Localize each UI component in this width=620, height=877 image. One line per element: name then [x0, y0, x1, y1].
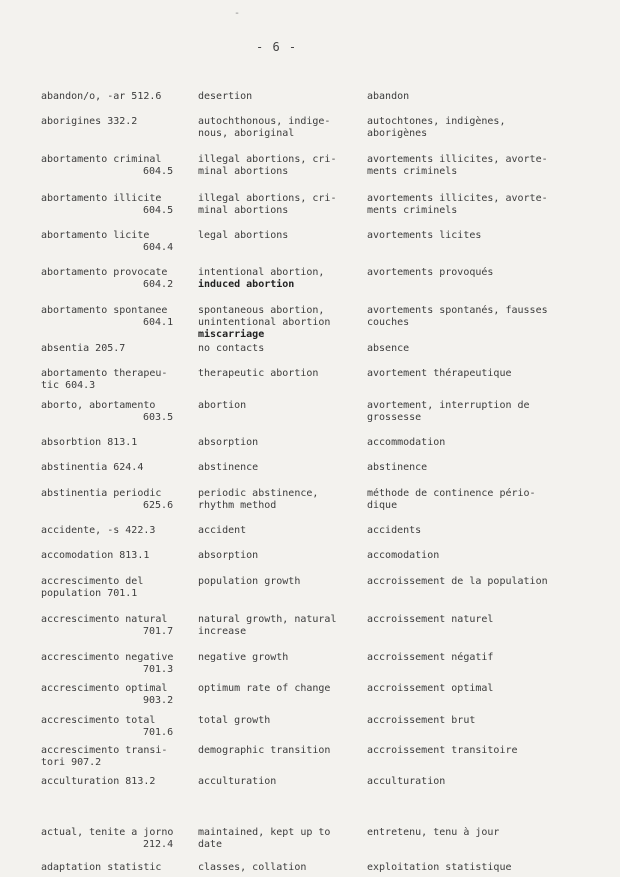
french-cell: [367, 576, 612, 588]
term-line: tic 604.3: [41, 380, 96, 391]
term-cell: [41, 305, 197, 329]
term-line: accrescimento negative: [41, 652, 174, 663]
term-line: adaptation statistic: [41, 862, 162, 873]
term-line: absorbtion 813.1: [41, 437, 138, 448]
english-line: absorption: [198, 437, 259, 448]
french-line: ments criminels: [367, 205, 458, 216]
english-line: therapeutic abortion: [198, 368, 319, 379]
term-line: population 701.1: [41, 588, 138, 599]
term-cell: [41, 193, 197, 217]
term-cell: [41, 776, 197, 788]
term-cell: [41, 400, 197, 424]
french-cell: [367, 116, 612, 140]
french-line: accroissement naturel: [367, 614, 494, 625]
french-line: accroissement négatif: [367, 652, 494, 663]
french-cell: [367, 488, 612, 512]
term-line: accrescimento natural: [41, 614, 168, 625]
term-line: 603.5: [143, 412, 174, 423]
term-line: abandon/o, -ar 512.6: [41, 91, 162, 102]
english-line: negative growth: [198, 652, 289, 663]
english-cell: [198, 267, 363, 291]
french-cell: [367, 437, 612, 449]
english-cell: [198, 462, 363, 474]
english-cell: [198, 827, 363, 851]
term-line: absentia 205.7: [41, 343, 126, 354]
french-line: accommodation: [367, 437, 446, 448]
french-cell: [367, 683, 612, 695]
french-cell: [367, 154, 612, 178]
english-line: illegal abortions, cri-: [198, 154, 337, 165]
term-cell: [41, 550, 197, 562]
english-line: nous, aboriginal: [198, 128, 295, 139]
english-line: unintentional abortion: [198, 317, 331, 328]
english-line: population growth: [198, 576, 301, 587]
term-line: 625.6: [143, 500, 174, 511]
french-line: couches: [367, 317, 410, 328]
french-cell: [367, 193, 612, 217]
french-cell: [367, 91, 612, 103]
term-cell: [41, 652, 197, 676]
term-line: 701.3: [143, 664, 174, 675]
term-line: accrescimento del: [41, 576, 144, 587]
term-line: aborigines 332.2: [41, 116, 138, 127]
english-line: induced abortion: [198, 279, 295, 290]
term-line: abstinentia 624.4: [41, 462, 144, 473]
french-line: avortements illicites, avorte-: [367, 154, 548, 165]
french-cell: [367, 230, 612, 242]
term-line: 701.7: [143, 626, 174, 637]
english-line: intentional abortion,: [198, 267, 325, 278]
english-cell: [198, 116, 363, 140]
english-line: optimum rate of change: [198, 683, 331, 694]
english-cell: [198, 154, 363, 178]
french-cell: [367, 305, 612, 329]
french-cell: [367, 525, 612, 537]
term-line: acculturation 813.2: [41, 776, 156, 787]
french-line: avortement, interruption de: [367, 400, 530, 411]
term-cell: [41, 462, 197, 474]
term-line: accrescimento total: [41, 715, 156, 726]
french-line: accroissement de la population: [367, 576, 548, 587]
english-line: illegal abortions, cri-: [198, 193, 337, 204]
french-line: dique: [367, 500, 398, 511]
french-line: avortements provoqués: [367, 267, 494, 278]
french-line: accroissement optimal: [367, 683, 494, 694]
english-cell: [198, 230, 363, 242]
english-line: maintained, kept up to: [198, 827, 331, 838]
term-line: abstinentia periodic: [41, 488, 162, 499]
term-cell: [41, 343, 197, 355]
french-line: avortements illicites, avorte-: [367, 193, 548, 204]
french-line: abandon: [367, 91, 410, 102]
english-line: demographic transition: [198, 745, 331, 756]
english-cell: [198, 488, 363, 512]
term-line: accrescimento transi-: [41, 745, 168, 756]
french-line: autochtones, indigènes,: [367, 116, 506, 127]
term-cell: [41, 827, 197, 851]
english-cell: [198, 91, 363, 103]
term-cell: [41, 368, 197, 392]
english-line: absorption: [198, 550, 259, 561]
english-line: total growth: [198, 715, 271, 726]
term-cell: [41, 267, 197, 291]
english-line: desertion: [198, 91, 253, 102]
term-cell: [41, 745, 197, 769]
english-line: abortion: [198, 400, 247, 411]
french-line: ments criminels: [367, 166, 458, 177]
french-line: accroissement transitoire: [367, 745, 518, 756]
page-number: - 6 -: [256, 40, 298, 54]
english-line: rhythm method: [198, 500, 277, 511]
term-cell: [41, 230, 197, 254]
french-cell: [367, 368, 612, 380]
english-cell: [198, 776, 363, 788]
english-cell: [198, 305, 363, 341]
term-line: abortamento licite: [41, 230, 150, 241]
english-line: no contacts: [198, 343, 265, 354]
french-line: acculturation: [367, 776, 446, 787]
french-line: avortement thérapeutique: [367, 368, 512, 379]
term-line: abortamento spontanee: [41, 305, 168, 316]
term-line: 212.4: [143, 839, 174, 850]
french-cell: [367, 614, 612, 626]
term-cell: [41, 488, 197, 512]
english-line: minal abortions: [198, 205, 289, 216]
french-line: exploitation statistique: [367, 862, 512, 873]
french-line: aborigènes: [367, 128, 428, 139]
term-line: 701.6: [143, 727, 174, 738]
term-cell: [41, 154, 197, 178]
english-line: miscarriage: [198, 329, 265, 340]
english-cell: [198, 193, 363, 217]
term-line: abortamento provocate: [41, 267, 168, 278]
english-line: increase: [198, 626, 247, 637]
top-mark: -: [234, 8, 241, 19]
english-line: legal abortions: [198, 230, 289, 241]
french-cell: [367, 550, 612, 562]
term-cell: [41, 614, 197, 638]
french-cell: [367, 827, 612, 839]
term-line: 903.2: [143, 695, 174, 706]
english-line: minal abortions: [198, 166, 289, 177]
english-line: acculturation: [198, 776, 277, 787]
french-line: entretenu, tenu à jour: [367, 827, 500, 838]
term-line: 604.1: [143, 317, 174, 328]
term-cell: [41, 91, 197, 103]
term-cell: [41, 576, 197, 600]
term-cell: [41, 862, 197, 874]
term-line: aborto, abortamento: [41, 400, 156, 411]
english-cell: [198, 576, 363, 588]
english-line: spontaneous abortion,: [198, 305, 325, 316]
term-line: 604.5: [143, 166, 174, 177]
english-line: autochthonous, indige-: [198, 116, 331, 127]
french-cell: [367, 267, 612, 279]
term-line: actual, tenite a jorno: [41, 827, 174, 838]
term-line: accomodation 813.1: [41, 550, 150, 561]
french-cell: [367, 862, 612, 874]
french-cell: [367, 400, 612, 424]
term-cell: [41, 525, 197, 537]
english-line: abstinence: [198, 462, 259, 473]
english-line: date: [198, 839, 223, 850]
english-cell: [198, 862, 363, 874]
term-line: 604.2: [143, 279, 174, 290]
french-line: accroissement brut: [367, 715, 476, 726]
french-line: avortements spontanés, fausses: [367, 305, 548, 316]
english-cell: [198, 614, 363, 638]
term-line: 604.4: [143, 242, 174, 253]
french-cell: [367, 343, 612, 355]
term-line: abortamento criminal: [41, 154, 162, 165]
french-cell: [367, 715, 612, 727]
term-cell: [41, 715, 197, 739]
french-cell: [367, 462, 612, 474]
term-cell: [41, 116, 197, 128]
french-line: absence: [367, 343, 410, 354]
french-line: accidents: [367, 525, 422, 536]
english-cell: [198, 652, 363, 664]
french-line: avortements licites: [367, 230, 482, 241]
french-cell: [367, 652, 612, 664]
term-line: tori 907.2: [41, 757, 102, 768]
term-line: 604.5: [143, 205, 174, 216]
english-cell: [198, 343, 363, 355]
english-cell: [198, 683, 363, 695]
english-line: periodic abstinence,: [198, 488, 319, 499]
french-line: accomodation: [367, 550, 440, 561]
english-cell: [198, 715, 363, 727]
term-line: abortamento therapeu-: [41, 368, 168, 379]
term-cell: [41, 683, 197, 707]
french-cell: [367, 745, 612, 757]
english-line: accident: [198, 525, 247, 536]
french-line: grossesse: [367, 412, 422, 423]
english-cell: [198, 437, 363, 449]
english-line: classes, collation: [198, 862, 307, 873]
term-line: accidente, -s 422.3: [41, 525, 156, 536]
english-cell: [198, 368, 363, 380]
french-cell: [367, 776, 612, 788]
term-cell: [41, 437, 197, 449]
english-line: natural growth, natural: [198, 614, 337, 625]
term-line: accrescimento optimal: [41, 683, 168, 694]
french-line: abstinence: [367, 462, 428, 473]
english-cell: [198, 550, 363, 562]
english-cell: [198, 400, 363, 412]
english-cell: [198, 525, 363, 537]
term-line: abortamento illicite: [41, 193, 162, 204]
english-cell: [198, 745, 363, 757]
french-line: méthode de continence pério-: [367, 488, 536, 499]
